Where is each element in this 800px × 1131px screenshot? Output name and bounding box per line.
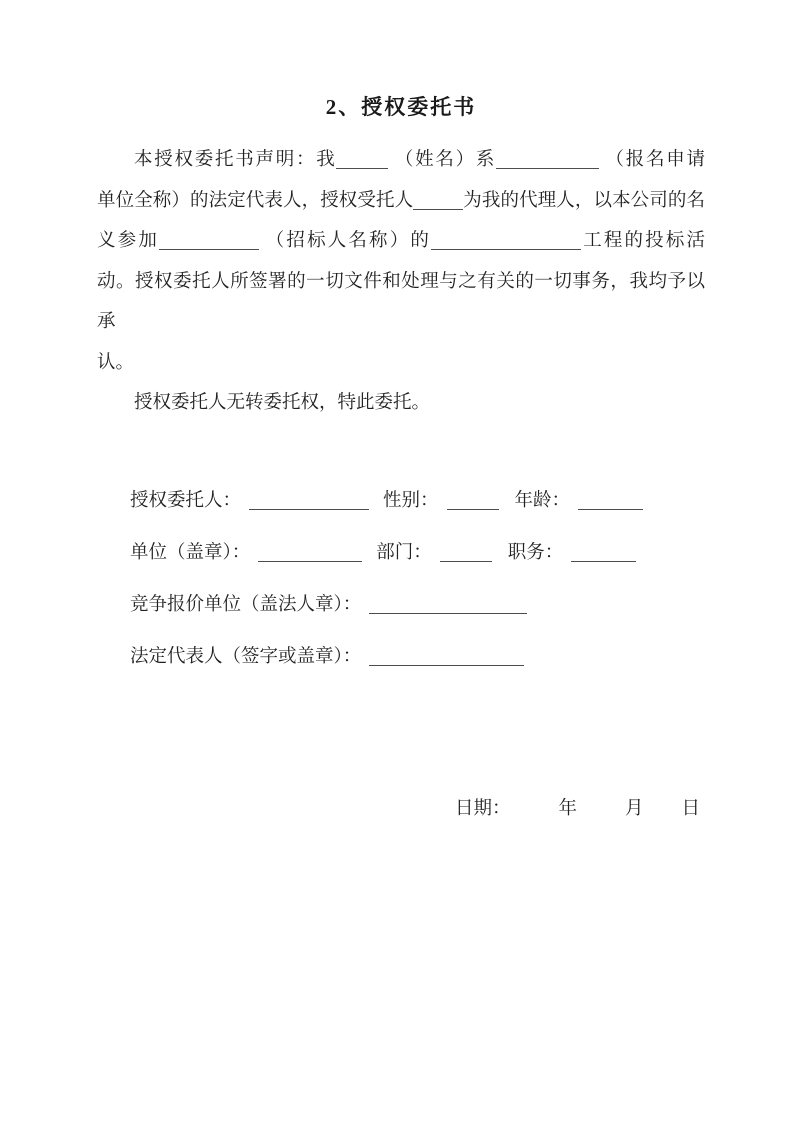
body-paragraph: [97, 140, 705, 383]
fill-in-blank: [336, 150, 388, 170]
spacer: [361, 661, 369, 662]
spacer: [511, 813, 559, 814]
text-run: 单位（盖章）：: [130, 542, 251, 563]
fill-in-blank: [496, 150, 599, 170]
text-run: 单位全称）的法定代表人，授权受托人: [97, 190, 414, 211]
text-run: 本授权委托书声明：我: [134, 150, 337, 170]
form-line: [130, 631, 705, 683]
spacer: [362, 557, 376, 558]
spacer: [492, 557, 508, 558]
spacer: [369, 505, 383, 506]
text-run: 竞争报价单位（盖法人章）：: [130, 594, 362, 615]
fill-in-blank: [571, 542, 636, 562]
fill-in-blank: [578, 490, 643, 510]
body-line: [97, 221, 705, 262]
text-run: 年: [558, 798, 578, 819]
fill-in-blank: [431, 231, 581, 251]
text-run: 日: [681, 798, 701, 819]
spacer: [570, 505, 578, 506]
body-line: [97, 343, 705, 384]
body-line: [97, 140, 705, 181]
text-run: （报名申请: [599, 150, 705, 170]
spacer: [644, 813, 682, 814]
text-run: 工程的投标活: [581, 231, 705, 251]
fill-in-blank: [369, 646, 524, 666]
spacer: [361, 609, 369, 610]
spacer: [439, 505, 447, 506]
text-run: 部门：: [376, 542, 432, 563]
spacer: [432, 557, 440, 558]
spacer: [250, 557, 258, 558]
text-run: （姓名）系: [388, 150, 497, 170]
fill-in-blank: [369, 594, 527, 614]
form-line: [130, 527, 705, 579]
fill-in-blank: [447, 490, 499, 510]
spacer: [563, 557, 571, 558]
body-line: [97, 262, 705, 343]
spacer: [499, 505, 515, 506]
text-run: 法定代表人（签字或盖章）：: [130, 646, 362, 667]
text-run: （招标人名称）的: [258, 231, 432, 251]
text-run: 日期：: [455, 798, 511, 819]
text-run: 义参加: [97, 231, 159, 251]
closing-paragraph: [97, 383, 705, 424]
date-line: [97, 794, 705, 824]
document-title: 2、授权委托书: [325, 95, 477, 119]
spacer: [577, 813, 625, 814]
date-text-line: [455, 794, 705, 824]
text-run: 授权委托人无转委托权，特此委托。: [134, 393, 431, 413]
document-body: [97, 0, 705, 824]
text-run: 授权委托人：: [130, 490, 242, 511]
text-run: 认。: [97, 352, 135, 373]
text-run: 年龄：: [514, 490, 571, 511]
fill-in-blank: [413, 190, 463, 210]
fill-in-blank: [159, 231, 259, 251]
fill-in-blank: [249, 490, 369, 510]
text-run: 性别：: [383, 490, 439, 511]
form-section: [97, 475, 705, 683]
text-run: 职务：: [507, 542, 564, 563]
text-run: 为我的代理人，以本公司的名: [463, 190, 705, 211]
fill-in-blank: [258, 542, 362, 562]
body-line: [97, 181, 705, 222]
closing-line: [97, 383, 705, 424]
form-line: [130, 475, 705, 527]
spacer: [241, 505, 249, 506]
text-run: 月: [625, 798, 644, 819]
text-run: 动。授权委托人所签署的一切文件和处理与之有关的一切事务，我均予以承: [97, 271, 705, 332]
fill-in-blank: [440, 542, 492, 562]
form-line: [130, 579, 705, 631]
